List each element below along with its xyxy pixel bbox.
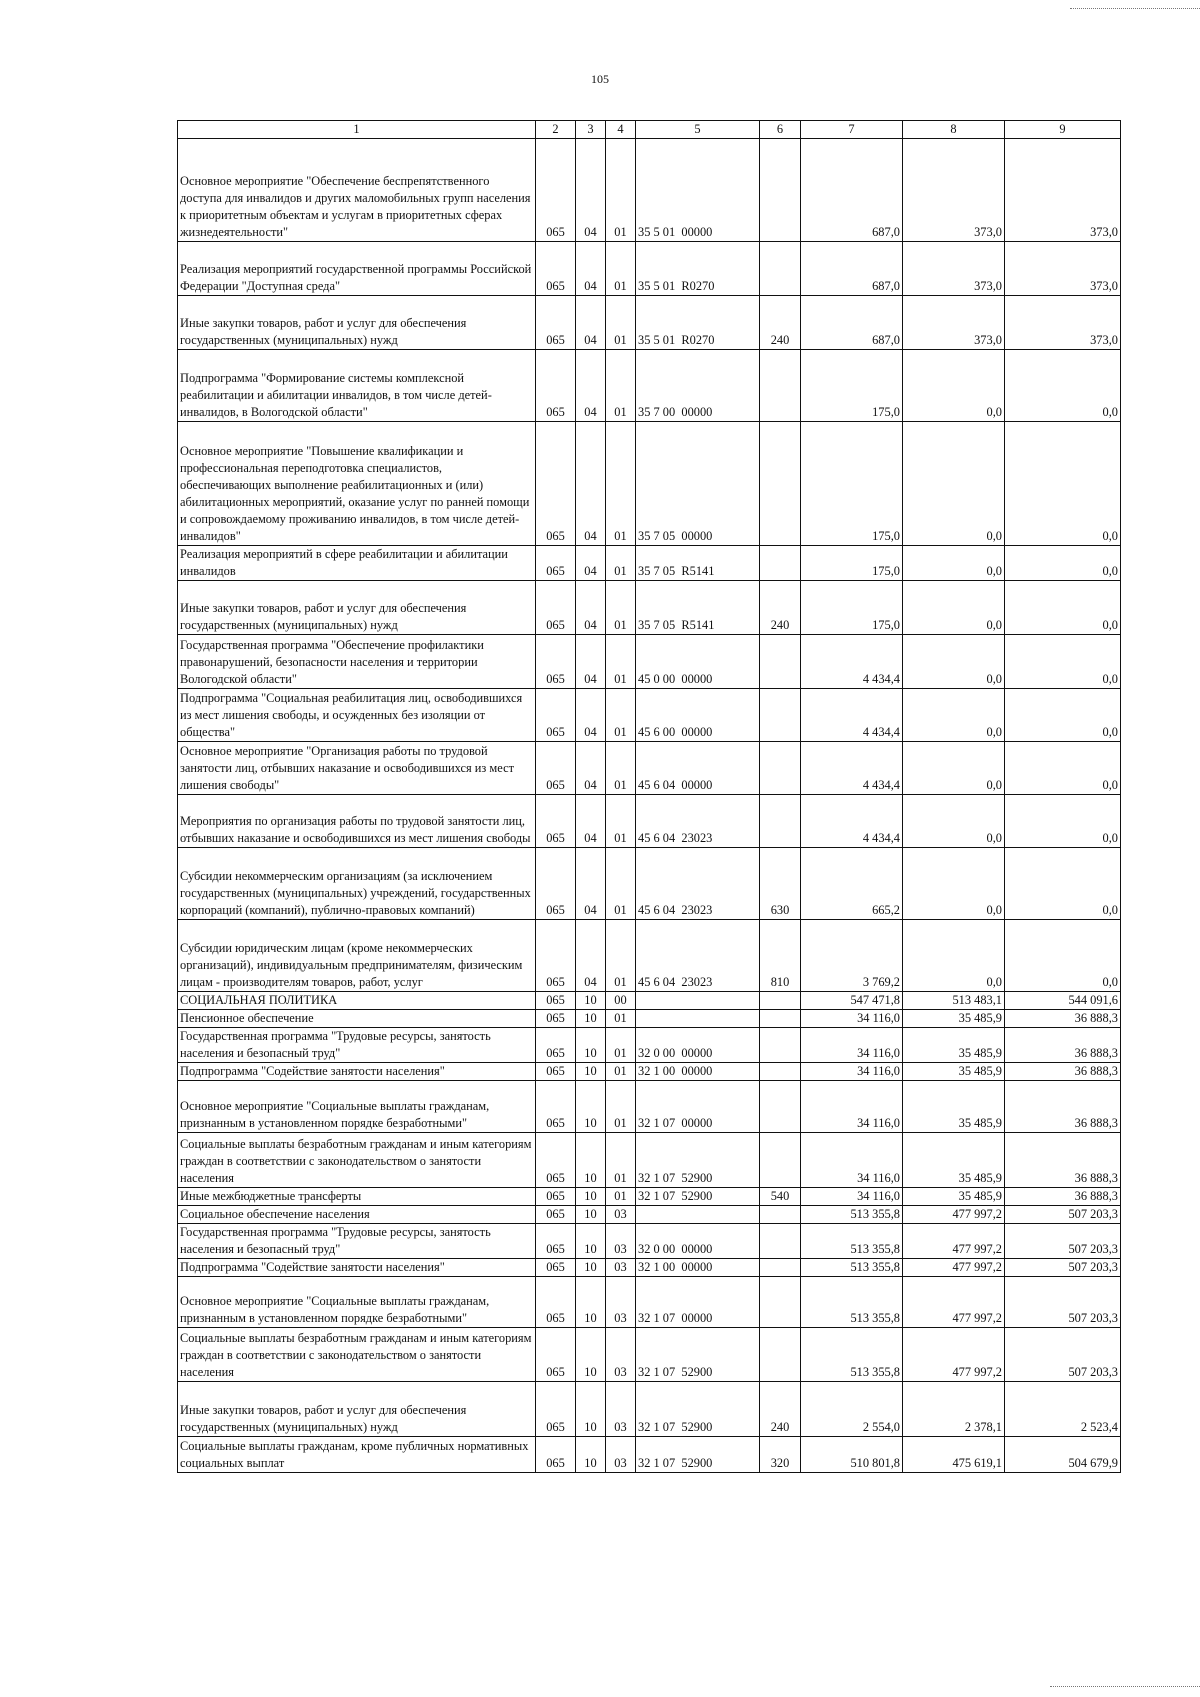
cell-c7: 175,0 [801, 422, 903, 546]
cell-c4: 01 [606, 350, 636, 422]
cell-c4: 01 [606, 1028, 636, 1063]
cell-c5: 35 5 01 00000 [636, 139, 760, 242]
cell-name: Основное мероприятие "Повышение квалификации и профессиональная переподготовка специалистов, обеспечивающих выполнение реабилитационных и (или) абилитационных мероприятий, оказание услуг по ранней помощи и сопровождаемому проживанию инвалидов, в том числе детей-инвалидов" [178, 422, 536, 546]
cell-c3: 04 [576, 795, 606, 848]
cell-name: Иные межбюджетные трансферты [178, 1188, 536, 1206]
cell-c5 [636, 992, 760, 1010]
table-row [178, 1010, 1121, 1028]
table-row [178, 920, 1121, 992]
cell-c9: 507 203,3 [1005, 1328, 1121, 1382]
cell-name: Социальные выплаты гражданам, кроме публичных нормативных социальных выплат [178, 1437, 536, 1473]
table-row [178, 546, 1121, 581]
cell-name: Социальное обеспечение населения [178, 1206, 536, 1224]
cell-c7: 687,0 [801, 296, 903, 350]
cell-c2: 065 [536, 422, 576, 546]
cell-name: Социальные выплаты безработным гражданам и иным категориям граждан в соответствии с законодательством о занятости населения [178, 1328, 536, 1382]
cell-c8: 477 997,2 [903, 1224, 1005, 1259]
table-row [178, 1224, 1121, 1259]
cell-c4: 01 [606, 139, 636, 242]
table-header [178, 121, 1121, 139]
cell-c2: 065 [536, 920, 576, 992]
cell-c8: 475 619,1 [903, 1437, 1005, 1473]
cell-c5: 32 1 00 00000 [636, 1063, 760, 1081]
cell-c7: 3 769,2 [801, 920, 903, 992]
cell-c4: 01 [606, 422, 636, 546]
cell-c3: 10 [576, 1063, 606, 1081]
cell-c6: 630 [760, 848, 801, 920]
cell-c6 [760, 350, 801, 422]
cell-c8: 0,0 [903, 920, 1005, 992]
table-row [178, 1277, 1121, 1328]
cell-c8: 35 485,9 [903, 1010, 1005, 1028]
cell-c2: 065 [536, 742, 576, 795]
cell-c9: 507 203,3 [1005, 1277, 1121, 1328]
cell-name: Подпрограмма "Формирование системы комплексной реабилитации и абилитации инвалидов, в том числе детей-инвалидов, в Вологодской области" [178, 350, 536, 422]
table-row [178, 689, 1121, 742]
cell-name: Подпрограмма "Социальная реабилитация лиц, освободившихся из мест лишения свободы, и осужденных без изоляции от общества" [178, 689, 536, 742]
cell-c9: 507 203,3 [1005, 1259, 1121, 1277]
cell-name: Социальные выплаты безработным гражданам и иным категориям граждан в соответствии с законодательством о занятости населения [178, 1133, 536, 1188]
cell-c9: 2 523,4 [1005, 1382, 1121, 1437]
cell-c8: 2 378,1 [903, 1382, 1005, 1437]
table-row [178, 1028, 1121, 1063]
cell-c9: 0,0 [1005, 581, 1121, 635]
cell-c5: 32 1 07 00000 [636, 1277, 760, 1328]
cell-c2: 065 [536, 1437, 576, 1473]
cell-c8: 35 485,9 [903, 1081, 1005, 1133]
cell-c3: 04 [576, 296, 606, 350]
cell-c4: 01 [606, 1133, 636, 1188]
header-cell: 3 [576, 121, 606, 139]
cell-c5: 32 1 07 52900 [636, 1328, 760, 1382]
cell-c2: 065 [536, 635, 576, 689]
cell-c6 [760, 1224, 801, 1259]
cell-name: Иные закупки товаров, работ и услуг для обеспечения государственных (муниципальных) нужд [178, 296, 536, 350]
cell-c2: 065 [536, 1224, 576, 1259]
cell-c5: 35 7 05 R5141 [636, 581, 760, 635]
cell-c2: 065 [536, 1277, 576, 1328]
cell-c5: 32 1 07 52900 [636, 1188, 760, 1206]
cell-c7: 34 116,0 [801, 1188, 903, 1206]
cell-c7: 510 801,8 [801, 1437, 903, 1473]
cell-c6 [760, 1277, 801, 1328]
cell-c4: 01 [606, 848, 636, 920]
cell-c6 [760, 1133, 801, 1188]
table-row [178, 1188, 1121, 1206]
cell-c3: 10 [576, 1133, 606, 1188]
cell-c4: 03 [606, 1328, 636, 1382]
cell-c6 [760, 139, 801, 242]
cell-c7: 175,0 [801, 581, 903, 635]
cell-c4: 03 [606, 1277, 636, 1328]
cell-c9: 0,0 [1005, 689, 1121, 742]
scan-mark-top [1070, 0, 1200, 9]
cell-c4: 01 [606, 1063, 636, 1081]
cell-c4: 01 [606, 1188, 636, 1206]
table-row [178, 1133, 1121, 1188]
cell-c4: 01 [606, 920, 636, 992]
cell-c7: 513 355,8 [801, 1206, 903, 1224]
table-row [178, 992, 1121, 1010]
cell-c5: 45 6 00 00000 [636, 689, 760, 742]
cell-c6 [760, 1028, 801, 1063]
header-cell: 9 [1005, 121, 1121, 139]
cell-c4: 01 [606, 546, 636, 581]
cell-c9: 0,0 [1005, 848, 1121, 920]
cell-c3: 10 [576, 1277, 606, 1328]
cell-c9: 0,0 [1005, 422, 1121, 546]
cell-c8: 0,0 [903, 350, 1005, 422]
header-cell: 1 [178, 121, 536, 139]
cell-c5: 32 0 00 00000 [636, 1224, 760, 1259]
cell-name: Государственная программа "Обеспечение профилактики правонарушений, безопасности населения и территории Вологодской области" [178, 635, 536, 689]
cell-c5: 45 6 04 00000 [636, 742, 760, 795]
header-cell: 5 [636, 121, 760, 139]
cell-c8: 0,0 [903, 848, 1005, 920]
cell-c6 [760, 422, 801, 546]
cell-c2: 065 [536, 1010, 576, 1028]
cell-name: Мероприятия по организация работы по трудовой занятости лиц, отбывших наказание и освободившихся из мест лишения свободы [178, 795, 536, 848]
table-row [178, 242, 1121, 296]
cell-c9: 373,0 [1005, 242, 1121, 296]
cell-c3: 04 [576, 848, 606, 920]
cell-c7: 513 355,8 [801, 1224, 903, 1259]
cell-c9: 507 203,3 [1005, 1206, 1121, 1224]
cell-c3: 10 [576, 1382, 606, 1437]
cell-c9: 0,0 [1005, 742, 1121, 795]
cell-c2: 065 [536, 1188, 576, 1206]
scan-mark-bottom [1050, 1686, 1200, 1697]
cell-c6: 240 [760, 581, 801, 635]
cell-c7: 665,2 [801, 848, 903, 920]
cell-c5: 32 0 00 00000 [636, 1028, 760, 1063]
table-row [178, 139, 1121, 242]
cell-c4: 01 [606, 1010, 636, 1028]
cell-c8: 0,0 [903, 795, 1005, 848]
cell-c8: 35 485,9 [903, 1028, 1005, 1063]
cell-name: Основное мероприятие "Организация работы по трудовой занятости лиц, отбывших наказание и освободившихся из мест лишения свободы" [178, 742, 536, 795]
cell-c4: 03 [606, 1437, 636, 1473]
cell-c7: 175,0 [801, 546, 903, 581]
cell-c8: 0,0 [903, 742, 1005, 795]
cell-name: СОЦИАЛЬНАЯ ПОЛИТИКА [178, 992, 536, 1010]
cell-c6: 240 [760, 1382, 801, 1437]
cell-c7: 513 355,8 [801, 1277, 903, 1328]
cell-c7: 547 471,8 [801, 992, 903, 1010]
cell-c2: 065 [536, 1081, 576, 1133]
table-row [178, 350, 1121, 422]
table-row [178, 1081, 1121, 1133]
cell-c9: 0,0 [1005, 920, 1121, 992]
cell-c4: 01 [606, 242, 636, 296]
cell-c5 [636, 1206, 760, 1224]
cell-c7: 34 116,0 [801, 1081, 903, 1133]
cell-c5: 32 1 07 52900 [636, 1133, 760, 1188]
cell-c2: 065 [536, 1382, 576, 1437]
cell-c4: 01 [606, 795, 636, 848]
cell-c2: 065 [536, 1328, 576, 1382]
cell-c5: 35 7 00 00000 [636, 350, 760, 422]
cell-c8: 0,0 [903, 689, 1005, 742]
cell-c9: 36 888,3 [1005, 1010, 1121, 1028]
cell-c3: 10 [576, 1328, 606, 1382]
table-row [178, 1206, 1121, 1224]
cell-c8: 373,0 [903, 242, 1005, 296]
cell-c5: 32 1 07 52900 [636, 1382, 760, 1437]
cell-name: Основное мероприятие "Социальные выплаты гражданам, признанным в установленном порядке безработными" [178, 1081, 536, 1133]
cell-c3: 10 [576, 1188, 606, 1206]
header-cell: 4 [606, 121, 636, 139]
cell-c8: 0,0 [903, 581, 1005, 635]
cell-c7: 4 434,4 [801, 795, 903, 848]
cell-c2: 065 [536, 139, 576, 242]
cell-c9: 36 888,3 [1005, 1133, 1121, 1188]
cell-c6 [760, 1206, 801, 1224]
cell-c9: 0,0 [1005, 350, 1121, 422]
page-number: 105 [591, 72, 609, 86]
header-cell: 7 [801, 121, 903, 139]
cell-c4: 03 [606, 1224, 636, 1259]
cell-c6 [760, 742, 801, 795]
cell-c8: 477 997,2 [903, 1277, 1005, 1328]
cell-c6 [760, 635, 801, 689]
cell-c2: 065 [536, 795, 576, 848]
cell-c4: 01 [606, 742, 636, 795]
cell-c2: 065 [536, 350, 576, 422]
cell-c5: 32 1 07 52900 [636, 1437, 760, 1473]
cell-c8: 0,0 [903, 546, 1005, 581]
cell-c2: 065 [536, 992, 576, 1010]
cell-name: Реализация мероприятий в сфере реабилитации и абилитации инвалидов [178, 546, 536, 581]
cell-c8: 477 997,2 [903, 1328, 1005, 1382]
cell-c2: 065 [536, 1133, 576, 1188]
cell-name: Иные закупки товаров, работ и услуг для обеспечения государственных (муниципальных) нужд [178, 581, 536, 635]
cell-c8: 35 485,9 [903, 1063, 1005, 1081]
cell-c6 [760, 1010, 801, 1028]
cell-c6 [760, 242, 801, 296]
cell-c7: 4 434,4 [801, 689, 903, 742]
cell-c4: 01 [606, 689, 636, 742]
cell-c6 [760, 1328, 801, 1382]
cell-c2: 065 [536, 581, 576, 635]
header-row [178, 121, 1121, 139]
cell-name: Субсидии юридическим лицам (кроме некоммерческих организаций), индивидуальным предпринимателям, физическим лицам - производителям товаров, работ, услуг [178, 920, 536, 992]
cell-c3: 04 [576, 546, 606, 581]
cell-c5: 35 7 05 R5141 [636, 546, 760, 581]
cell-name: Иные закупки товаров, работ и услуг для обеспечения государственных (муниципальных) нужд [178, 1382, 536, 1437]
table-row [178, 848, 1121, 920]
cell-c9: 36 888,3 [1005, 1063, 1121, 1081]
cell-c5: 35 5 01 R0270 [636, 296, 760, 350]
cell-c3: 10 [576, 1437, 606, 1473]
cell-c4: 01 [606, 635, 636, 689]
cell-c6 [760, 546, 801, 581]
cell-c3: 04 [576, 689, 606, 742]
cell-c6: 540 [760, 1188, 801, 1206]
header-cell: 2 [536, 121, 576, 139]
cell-name: Основное мероприятие "Обеспечение беспрепятственного доступа для инвалидов и других маломобильных групп населения к приоритетным объектам и услугам в приоритетных сферах жизнедеятельности" [178, 139, 536, 242]
cell-c2: 065 [536, 546, 576, 581]
cell-c4: 01 [606, 296, 636, 350]
cell-c3: 04 [576, 581, 606, 635]
table-row [178, 1328, 1121, 1382]
table-row [178, 635, 1121, 689]
cell-c5: 32 1 07 00000 [636, 1081, 760, 1133]
cell-c4: 03 [606, 1259, 636, 1277]
cell-c5: 45 6 04 23023 [636, 795, 760, 848]
table-row [178, 1382, 1121, 1437]
cell-c7: 513 355,8 [801, 1259, 903, 1277]
cell-c9: 504 679,9 [1005, 1437, 1121, 1473]
cell-c4: 00 [606, 992, 636, 1010]
cell-c3: 10 [576, 1028, 606, 1063]
cell-c6: 810 [760, 920, 801, 992]
cell-c3: 04 [576, 742, 606, 795]
cell-c8: 0,0 [903, 635, 1005, 689]
cell-c2: 065 [536, 296, 576, 350]
cell-c3: 04 [576, 139, 606, 242]
cell-c5: 35 7 05 00000 [636, 422, 760, 546]
cell-c9: 507 203,3 [1005, 1224, 1121, 1259]
cell-name: Государственная программа "Трудовые ресурсы, занятость населения и безопасный труд" [178, 1224, 536, 1259]
cell-c6: 320 [760, 1437, 801, 1473]
cell-c5: 35 5 01 R0270 [636, 242, 760, 296]
cell-c2: 065 [536, 1063, 576, 1081]
cell-c8: 35 485,9 [903, 1133, 1005, 1188]
cell-c9: 373,0 [1005, 139, 1121, 242]
cell-c9: 0,0 [1005, 635, 1121, 689]
cell-c7: 34 116,0 [801, 1063, 903, 1081]
cell-c6 [760, 795, 801, 848]
table-body [178, 139, 1121, 1473]
cell-c4: 03 [606, 1382, 636, 1437]
cell-c9: 36 888,3 [1005, 1028, 1121, 1063]
table-row [178, 1063, 1121, 1081]
cell-c2: 065 [536, 242, 576, 296]
cell-c6 [760, 1081, 801, 1133]
cell-c8: 373,0 [903, 139, 1005, 242]
table-row [178, 795, 1121, 848]
cell-c5 [636, 1010, 760, 1028]
cell-c5: 45 6 04 23023 [636, 920, 760, 992]
cell-c7: 34 116,0 [801, 1028, 903, 1063]
cell-c3: 10 [576, 1206, 606, 1224]
cell-c8: 373,0 [903, 296, 1005, 350]
cell-c3: 10 [576, 992, 606, 1010]
header-cell: 6 [760, 121, 801, 139]
table-row [178, 422, 1121, 546]
cell-c2: 065 [536, 848, 576, 920]
cell-c7: 34 116,0 [801, 1133, 903, 1188]
cell-c3: 10 [576, 1259, 606, 1277]
table-row [178, 1259, 1121, 1277]
cell-name: Подпрограмма "Содействие занятости населения" [178, 1259, 536, 1277]
cell-c8: 477 997,2 [903, 1259, 1005, 1277]
cell-c5: 45 6 04 23023 [636, 848, 760, 920]
cell-c2: 065 [536, 1206, 576, 1224]
cell-c5: 32 1 00 00000 [636, 1259, 760, 1277]
cell-c4: 03 [606, 1206, 636, 1224]
cell-c3: 04 [576, 422, 606, 546]
cell-c6: 240 [760, 296, 801, 350]
cell-c8: 35 485,9 [903, 1188, 1005, 1206]
cell-c7: 4 434,4 [801, 635, 903, 689]
cell-c3: 10 [576, 1224, 606, 1259]
cell-c8: 477 997,2 [903, 1206, 1005, 1224]
cell-c2: 065 [536, 689, 576, 742]
cell-c9: 0,0 [1005, 546, 1121, 581]
header-cell: 8 [903, 121, 1005, 139]
cell-c9: 373,0 [1005, 296, 1121, 350]
cell-c3: 04 [576, 242, 606, 296]
cell-c2: 065 [536, 1028, 576, 1063]
cell-c9: 36 888,3 [1005, 1081, 1121, 1133]
table-row [178, 296, 1121, 350]
cell-c7: 4 434,4 [801, 742, 903, 795]
cell-c9: 36 888,3 [1005, 1188, 1121, 1206]
cell-c3: 04 [576, 920, 606, 992]
cell-name: Подпрограмма "Содействие занятости населения" [178, 1063, 536, 1081]
cell-c3: 04 [576, 350, 606, 422]
cell-c9: 0,0 [1005, 795, 1121, 848]
cell-name: Реализация мероприятий государственной программы Российской Федерации "Доступная среда" [178, 242, 536, 296]
cell-name: Основное мероприятие "Социальные выплаты гражданам, признанным в установленном порядке безработными" [178, 1277, 536, 1328]
cell-c7: 513 355,8 [801, 1328, 903, 1382]
cell-c4: 01 [606, 1081, 636, 1133]
cell-name: Государственная программа "Трудовые ресурсы, занятость населения и безопасный труд" [178, 1028, 536, 1063]
cell-c8: 0,0 [903, 422, 1005, 546]
cell-c7: 34 116,0 [801, 1010, 903, 1028]
cell-c2: 065 [536, 1259, 576, 1277]
cell-c7: 2 554,0 [801, 1382, 903, 1437]
budget-table [177, 120, 1121, 1473]
cell-c3: 10 [576, 1081, 606, 1133]
cell-c7: 687,0 [801, 242, 903, 296]
cell-c6 [760, 1063, 801, 1081]
cell-c8: 513 483,1 [903, 992, 1005, 1010]
cell-c6 [760, 689, 801, 742]
cell-c6 [760, 1259, 801, 1277]
cell-c6 [760, 992, 801, 1010]
cell-c7: 175,0 [801, 350, 903, 422]
table-row [178, 581, 1121, 635]
cell-c9: 544 091,6 [1005, 992, 1121, 1010]
cell-c5: 45 0 00 00000 [636, 635, 760, 689]
cell-c4: 01 [606, 581, 636, 635]
cell-name: Субсидии некоммерческим организациям (за исключением государственных (муниципальных) учреждений, государственных корпораций (компаний), публично-правовых компаний) [178, 848, 536, 920]
cell-c3: 10 [576, 1010, 606, 1028]
cell-c3: 04 [576, 635, 606, 689]
table-row [178, 742, 1121, 795]
table-row [178, 1437, 1121, 1473]
cell-c7: 687,0 [801, 139, 903, 242]
cell-name: Пенсионное обеспечение [178, 1010, 536, 1028]
